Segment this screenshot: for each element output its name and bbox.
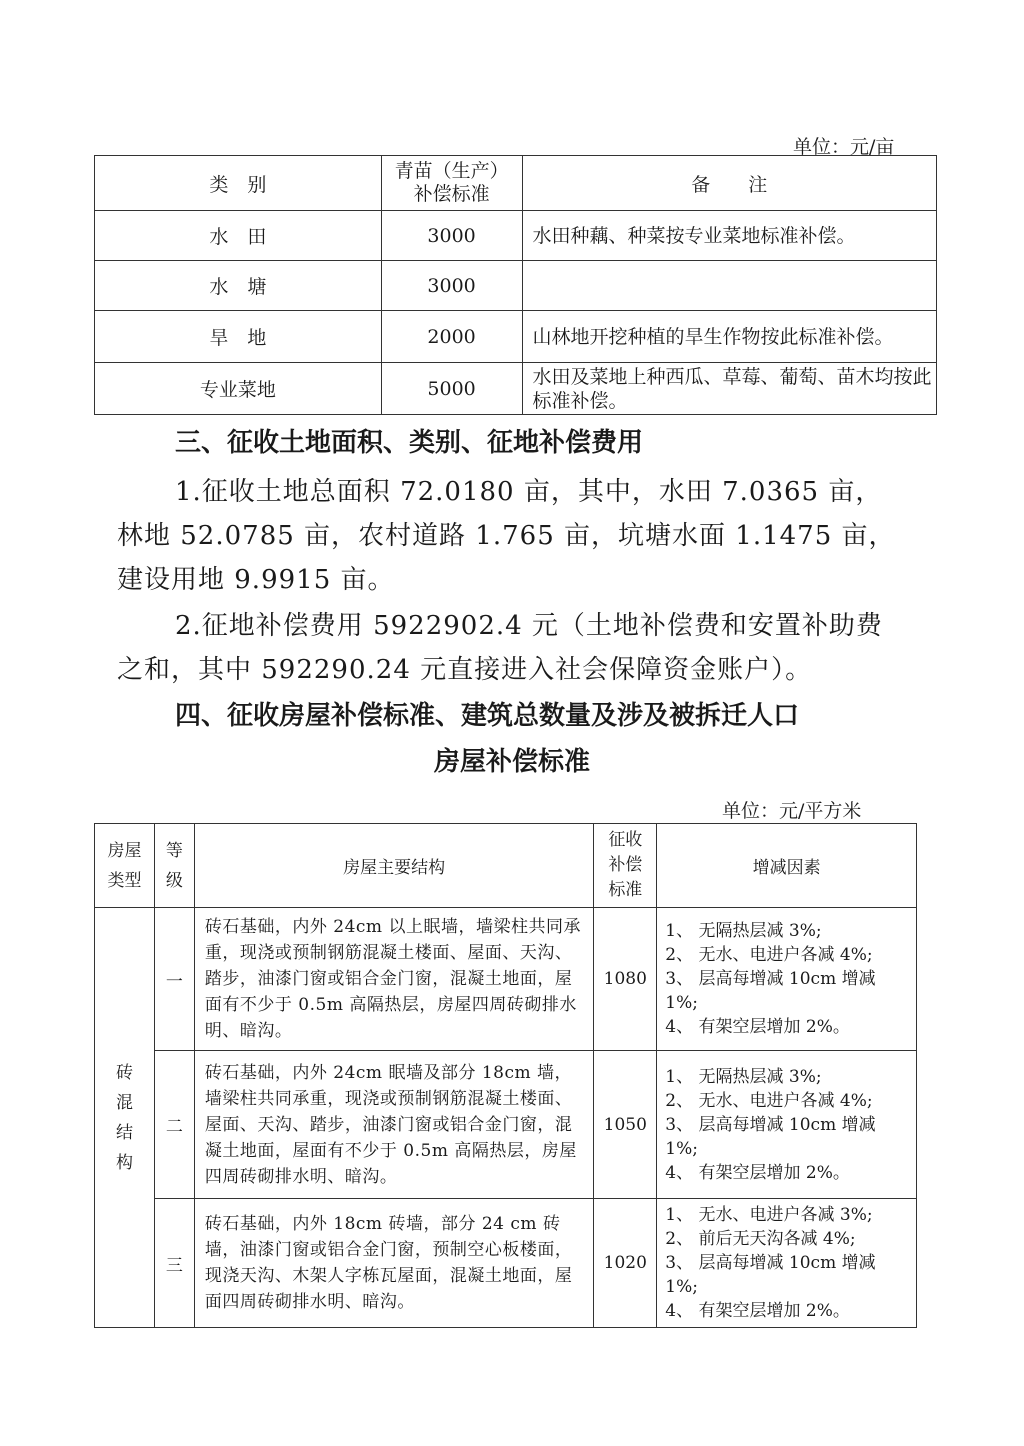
house-type-cell — [95, 908, 155, 1328]
factors-cell — [657, 908, 917, 1051]
factor-item: 1、 无隔热层减 3%; — [665, 921, 822, 941]
standard-cell: 2000 — [381, 311, 522, 363]
header-standard — [381, 156, 522, 211]
header-house-type-line1: 房屋 — [107, 840, 142, 861]
structure-cell: 砖石基础，内外 24cm 以上眠墙，墙梁柱共同承重，现浇或预制钢筋混凝土楼面、屋面、天沟、踏步，油漆门窗或铝合金门窗，混凝土地面，屋面有不少于 0.5m 高隔热层，房屋四周砖砌排水明、暗沟。 — [194, 908, 593, 1051]
section4-heading: 四、征收房屋补偿标准、建筑总数量及涉及被拆迁人口 — [175, 701, 800, 731]
header-standard — [594, 824, 657, 908]
category-cell: 专业菜地 — [95, 363, 382, 415]
structure-cell: 砖石基础，内外 24cm 眠墙及部分 18cm 墙，墙梁柱共同承重，现浇或预制钢筋混凝土楼面、屋面、天沟、踏步，油漆门窗或铝合金门窗，混凝土地面，屋面有不少于 0.5m 高隔热层，房屋四周砖砌排水明、暗沟。 — [194, 1051, 593, 1199]
structure-cell: 砖石基础，内外 18cm 砖墙，部分 24 cm 砖墙，油漆门窗或铝合金门窗，预制空心板楼面，现浇天沟、木架人字栋瓦屋面，混凝土地面，屋面四周砖砌排水明、暗沟。 — [194, 1199, 593, 1328]
header-house-type-line2: 类型 — [107, 870, 142, 891]
house-type-char: 混 — [115, 1092, 133, 1113]
factor-item: 2、 无水、电进户各减 4%; — [665, 945, 873, 965]
factor-item: 4、 有架空层增加 2%。 — [665, 1162, 850, 1183]
standard-cell: 3000 — [381, 211, 522, 261]
note-cell: 山林地开挖种植的旱生作物按此标准补偿。 — [522, 311, 937, 363]
standard-cell: 1080 — [594, 908, 657, 1051]
table-row — [95, 211, 937, 261]
table-row — [95, 363, 937, 415]
table-header-row — [95, 156, 937, 211]
header-house-type — [95, 824, 155, 908]
header-factors: 增减因素 — [657, 824, 917, 908]
note-cell: 水田及菜地上种西瓜、草莓、葡萄、苗木均按此标准补偿。 — [522, 363, 937, 415]
header-structure: 房屋主要结构 — [194, 824, 593, 908]
category-cell: 水 田 — [95, 211, 382, 261]
header-grade-line1: 等 — [165, 840, 183, 861]
grade-cell: 二 — [154, 1051, 194, 1199]
factor-item: 3、 层高每增减 10cm 增减 1%; — [665, 1114, 876, 1159]
house-type-char: 构 — [115, 1152, 133, 1173]
factor-item: 3、 层高每增减 10cm 增减 1%; — [665, 1253, 876, 1297]
factor-item: 4、 有架空层增加 2%。 — [665, 1017, 850, 1037]
standard-cell: 1020 — [594, 1199, 657, 1328]
table2-unit-label: 单位：元/平方米 — [722, 800, 862, 822]
section3-paragraph-1: 1.征收土地总面积 72.0180 亩，其中，水田 7.0365 亩，林地 52.0785 亩，农村道路 1.765 亩，坑塘水面 1.1475 亩，建设用地 9.9915 亩。 — [117, 477, 896, 595]
house-type-char: 砖 — [115, 1062, 133, 1083]
house-type-char: 结 — [115, 1122, 133, 1143]
factor-item: 2、 无水、电进户各减 4%; — [665, 1090, 873, 1111]
header-note: 备 注 — [522, 156, 937, 211]
house-table-title: 房屋补偿标准 — [433, 747, 590, 777]
table-row — [95, 1199, 917, 1328]
seedling-compensation-table — [94, 155, 937, 415]
note-cell: 水田种藕、种菜按专业菜地标准补偿。 — [522, 211, 937, 261]
standard-cell: 3000 — [381, 261, 522, 311]
note-cell — [522, 261, 937, 311]
factors-cell — [657, 1199, 917, 1328]
factor-item: 2、 前后无天沟各减 4%; — [665, 1229, 856, 1249]
house-compensation-table — [94, 823, 917, 1328]
standard-cell: 5000 — [381, 363, 522, 415]
table-row — [95, 311, 937, 363]
section3-paragraph-2: 2.征地补偿费用 5922902.4 元（土地补偿费和安置补助费之和，其中 592290.24 元直接进入社会保障资金账户）。 — [117, 611, 883, 685]
header-category: 类 别 — [95, 156, 382, 211]
header-standard-line2: 补偿 — [608, 855, 643, 875]
category-cell: 水 塘 — [95, 261, 382, 311]
category-cell: 旱 地 — [95, 311, 382, 363]
table-header-row — [95, 824, 917, 908]
factor-item: 1、 无隔热层减 3%; — [665, 1066, 822, 1087]
header-grade — [154, 824, 194, 908]
grade-cell: 一 — [154, 908, 194, 1051]
table1-unit-label: 单位：元/亩 — [793, 136, 895, 158]
factor-item: 3、 层高每增减 10cm 增减 1%; — [665, 969, 876, 1013]
table-row — [95, 908, 917, 1051]
header-standard-line1: 征收 — [608, 830, 643, 850]
table-row — [95, 261, 937, 311]
header-standard-line2: 补偿标准 — [413, 183, 490, 205]
section3-heading: 三、征收土地面积、类别、征地补偿费用 — [175, 428, 644, 458]
table-row — [95, 1051, 917, 1199]
standard-cell: 1050 — [594, 1051, 657, 1199]
factor-item: 1、 无水、电进户各减 3%; — [665, 1205, 873, 1225]
factors-cell — [657, 1051, 917, 1199]
header-standard-line1: 青苗（生产） — [394, 160, 509, 182]
header-grade-line2: 级 — [165, 870, 183, 891]
header-standard-line3: 标准 — [608, 880, 643, 900]
factor-item: 4、 有架空层增加 2%。 — [665, 1301, 850, 1321]
grade-cell: 三 — [154, 1199, 194, 1328]
